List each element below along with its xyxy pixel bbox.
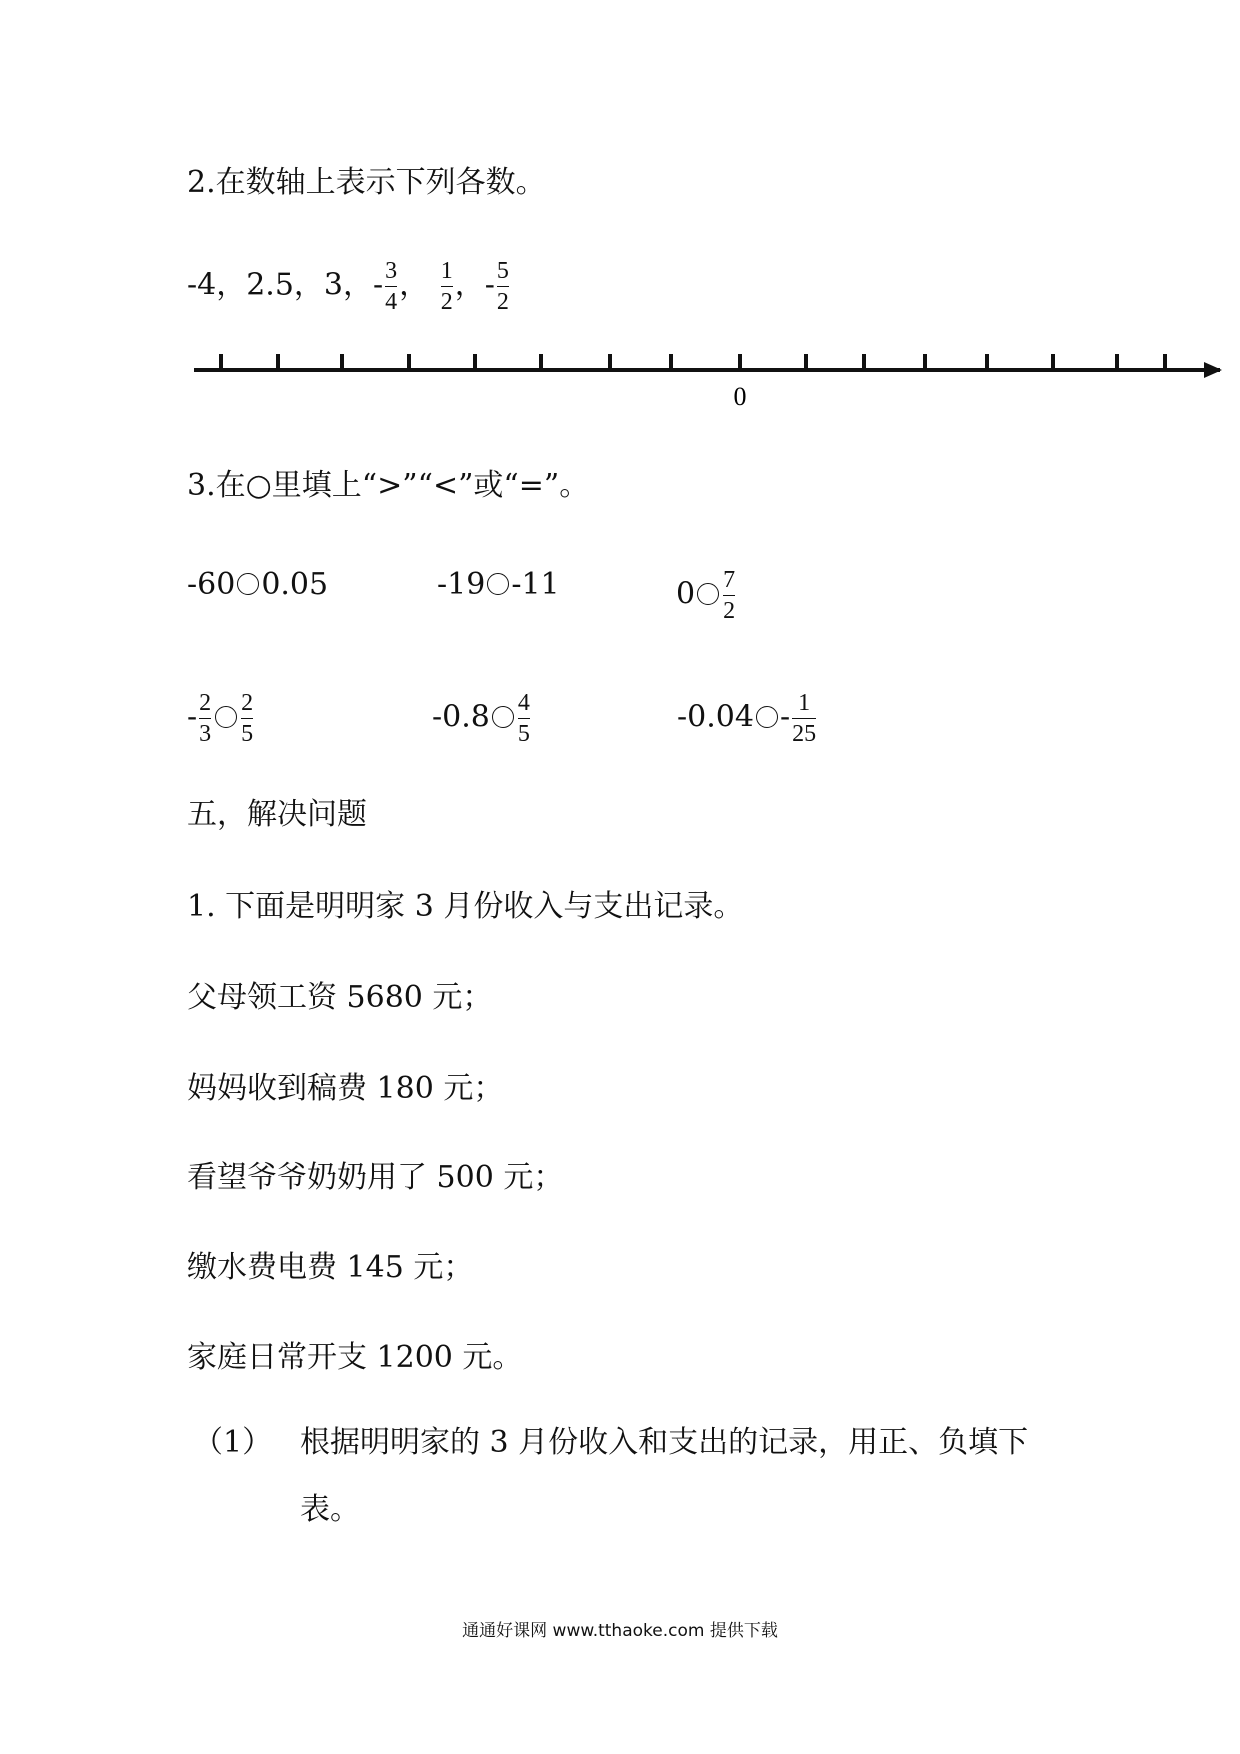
answer-circle[interactable] <box>492 706 514 728</box>
axis-arrow <box>1204 362 1222 378</box>
section5-title: 五，解决问题 <box>187 797 367 832</box>
subquestion-text-cont: 表。 <box>300 1492 360 1527</box>
separator: ，- <box>454 267 495 303</box>
record-line: 父母领工资 5680 元； <box>187 980 493 1015</box>
record-line: 看望爷爷奶奶用了 500 元； <box>187 1160 564 1195</box>
q3-row1-item1: -60 0.05 <box>187 567 329 602</box>
q3-row2-item1: - $\frac{2}{3}$ $\frac{2}{5}$ <box>187 690 254 747</box>
q3-row2-item2: -0.8 $\frac{4}{5}$ <box>432 690 530 747</box>
record-line: 妈妈收到稿费 180 元； <box>187 1071 504 1106</box>
q2-number-list <box>187 258 511 315</box>
q3-row2-item3: -0.04 - $\frac{1}{25}$ <box>677 690 817 747</box>
q3-row1-item2: -19 -11 <box>437 567 560 602</box>
answer-circle[interactable] <box>215 706 237 728</box>
number-line <box>0 340 1240 430</box>
fraction-1-25: $\frac{1}{25}$ <box>792 690 817 747</box>
record-line: 缴水费电费 145 元； <box>187 1250 474 1285</box>
answer-circle[interactable] <box>237 573 259 595</box>
record-line: 家庭日常开支 1200 元。 <box>187 1340 523 1375</box>
answer-circle[interactable] <box>756 706 778 728</box>
q2-numbers-text: -4，2.5，3，- <box>187 267 384 303</box>
page-footer: 通通好课网 www.tthaoke.com 提供下载 <box>462 1621 778 1641</box>
fraction-7-2: $\frac{7}{2}$ <box>723 567 736 624</box>
fraction-5-2: $\frac{5}{2}$ <box>496 258 509 315</box>
answer-circle[interactable] <box>697 583 719 605</box>
fraction-2-3: $\frac{2}{3}$ <box>199 690 212 747</box>
subquestion-label: （1） <box>193 1425 273 1460</box>
subquestion-text: 根据明明家的 3 月份收入和支出的记录，用正、负填下 <box>300 1425 1029 1460</box>
fraction-3-4: $\frac{3}{4}$ <box>385 258 398 315</box>
axis-zero-label: 0 <box>733 382 747 411</box>
q3-title: 3.在○里填上“>”“<”或“=”。 <box>187 468 590 503</box>
fraction-1-2: $\frac{1}{2}$ <box>440 258 453 315</box>
separator: ， <box>399 267 430 303</box>
answer-circle[interactable] <box>487 573 509 595</box>
section5-problem1: 1. 下面是明明家 3 月份收入与支出记录。 <box>187 889 744 924</box>
q3-row1-item3: 0 $\frac{7}{2}$ <box>676 567 736 624</box>
axis-ticks <box>221 354 1165 370</box>
fraction-4-5: $\frac{4}{5}$ <box>517 690 530 747</box>
fraction-2-5: $\frac{2}{5}$ <box>241 690 254 747</box>
q2-title: 2.在数轴上表示下列各数。 <box>187 165 546 200</box>
